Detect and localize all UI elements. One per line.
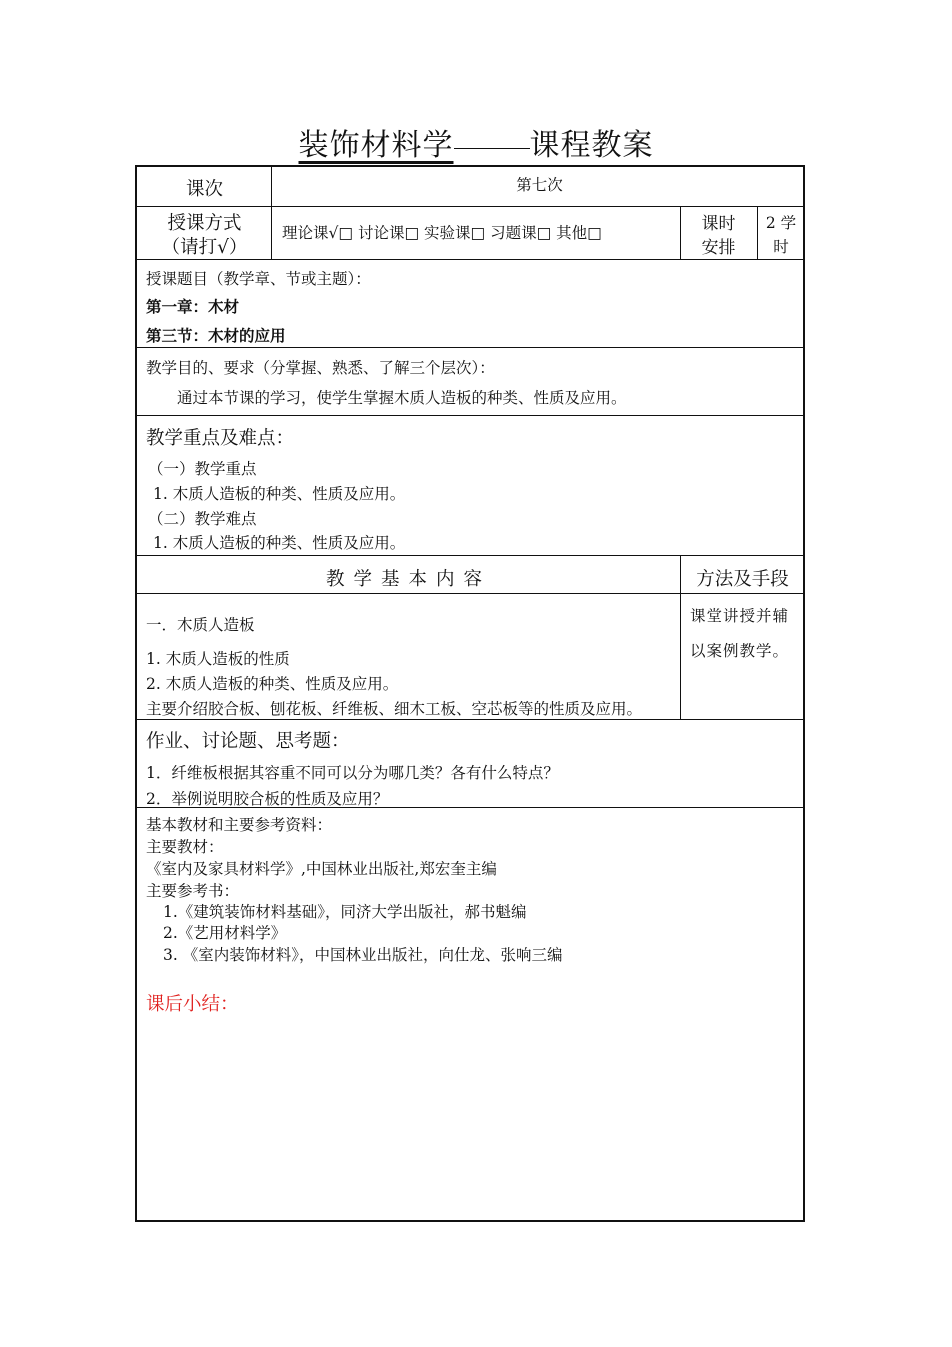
hours-value-line1: 2 学 bbox=[765, 214, 797, 232]
title-blank-line bbox=[454, 120, 530, 149]
content-heading: 一．木质人造板 bbox=[146, 616, 255, 634]
page-title bbox=[0, 120, 952, 164]
divider bbox=[137, 555, 803, 556]
homework-label: 作业、讨论题、思考题： bbox=[146, 731, 350, 752]
references-label: 基本教材和主要参考资料： bbox=[146, 816, 333, 834]
title-suffix: 课程教案 bbox=[529, 128, 654, 163]
after-class-summary-label: 课后小结： bbox=[146, 994, 239, 1015]
method-text-line1: 课堂讲授并辅 bbox=[690, 607, 790, 625]
hours-label-line1: 课时 bbox=[701, 214, 736, 234]
course-name: 装饰材料学 bbox=[298, 128, 454, 163]
reference-1: 1.《建筑装饰材料基础》，同济大学出版社，郝书魁编 bbox=[163, 903, 527, 921]
teaching-method-options: 理论课√□ 讨论课□ 实验课□ 习题课□ 其他□ bbox=[282, 224, 602, 242]
method-text-line2: 以案例教学。 bbox=[690, 642, 790, 660]
homework-question-1: 1．纤维板根据其容重不同可以分为哪几类？各有什么特点？ bbox=[146, 764, 559, 782]
key-points-label: 教学重点及难点： bbox=[146, 428, 295, 449]
hours-value-line2: 时 bbox=[773, 238, 789, 256]
divider bbox=[137, 206, 803, 207]
session-value: 第七次 bbox=[516, 176, 563, 194]
content-column-header: 教学基本内容 bbox=[325, 569, 491, 590]
lesson-plan-table bbox=[135, 165, 805, 1222]
divider bbox=[137, 415, 803, 416]
objectives-label: 教学目的、要求（分掌握、熟悉、了解三个层次）： bbox=[146, 359, 495, 377]
divider bbox=[137, 719, 803, 720]
topic-chapter: 第一章：木材 bbox=[146, 298, 240, 316]
textbook: 《室内及家具材料学》,中国林业出版社,郑宏奎主编 bbox=[146, 860, 497, 878]
content-item-2: 2. 木质人造板的种类、性质及应用。 bbox=[146, 675, 399, 693]
hours-label-line2: 安排 bbox=[701, 238, 736, 258]
textbook-label: 主要教材： bbox=[146, 838, 224, 856]
topic-section: 第三节：木材的应用 bbox=[146, 327, 286, 345]
method-column-header: 方法及手段 bbox=[696, 569, 789, 590]
divider bbox=[137, 593, 803, 594]
teaching-method-hint: （请打√） bbox=[161, 237, 248, 258]
difficulty-item: 1. 木质人造板的种类、性质及应用。 bbox=[153, 534, 406, 552]
reference-3: 3. 《室内装饰材料》，中国林业出版社，向仕龙、张响三编 bbox=[163, 946, 563, 964]
key-focus-item: 1. 木质人造板的种类、性质及应用。 bbox=[153, 485, 406, 503]
divider bbox=[137, 259, 803, 260]
references-book-label: 主要参考书： bbox=[146, 882, 240, 900]
content-item-1: 1. 木质人造板的性质 bbox=[146, 650, 290, 668]
content-summary: 主要介绍胶合板、刨花板、纤维板、细木工板、空芯板等的性质及应用。 bbox=[146, 700, 643, 718]
topic-label: 授课题目（教学章、节或主题）： bbox=[146, 270, 371, 288]
reference-2: 2.《艺用材料学》 bbox=[163, 924, 287, 942]
session-label: 课次 bbox=[185, 179, 223, 200]
divider bbox=[680, 555, 681, 719]
teaching-method-label: 授课方式 bbox=[167, 213, 242, 234]
objectives-text: 通过本节课的学习，使学生掌握木质人造板的种类、性质及应用。 bbox=[177, 389, 627, 407]
divider bbox=[137, 347, 803, 348]
key-focus-heading: （一）教学重点 bbox=[148, 460, 257, 478]
difficulty-heading: （二）教学难点 bbox=[148, 510, 257, 528]
divider bbox=[137, 807, 803, 808]
homework-question-2: 2．举例说明胶合板的性质及应用？ bbox=[146, 790, 389, 808]
